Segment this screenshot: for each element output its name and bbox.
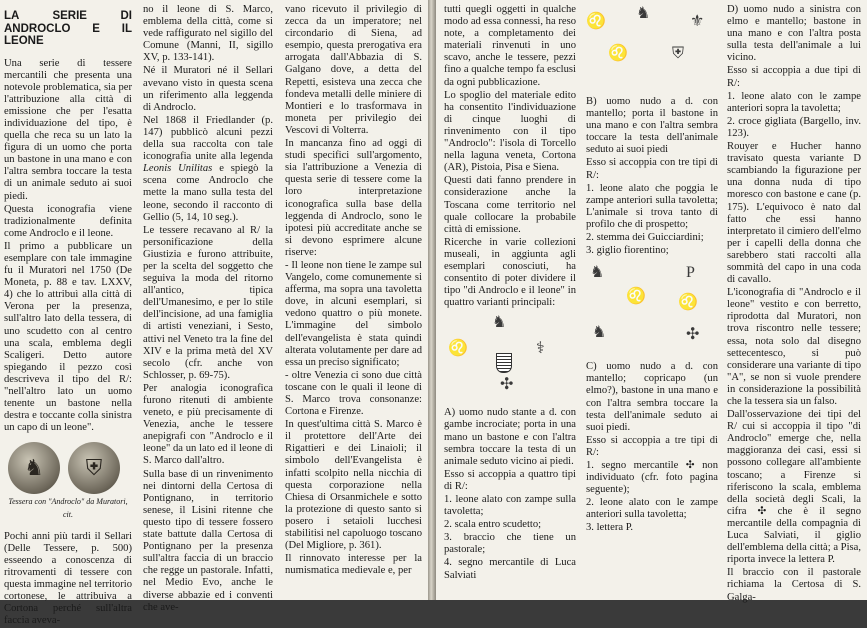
crozier-arm-icon: ⚕ (536, 340, 545, 358)
lion-icon: ♌ (678, 294, 698, 312)
paragraph: Lo spoglio del materiale edito ha consentito l'individuazione di cinque luoghi di rinvenimento con il tipo "Androclo": l'isola di Torcello nella laguna veneta, Cortona (AR), Pistoia, Pisa e Siena. (444, 89, 576, 174)
paragraph: D) uomo nudo a sinistra con elmo e mantello; bastone in una mano e con l'altra posta sulla testa dell'animale a lui vicino. (727, 4, 861, 64)
section-title: LA SERIE DI ANDROCLO E IL LEONE (4, 10, 132, 47)
coin-obverse-image: ♞ (8, 442, 60, 494)
variant-a-diagram (444, 313, 576, 403)
paragraph: Il braccio con il pastorale richiama la Certosa di S. Galga- (727, 567, 861, 603)
paragraph: B) uomo nudo a d. con mantello; porta il bastone in una mano e con l'altra sembra toccare la testa dell'animale seduto ai suoi piedi (586, 96, 718, 156)
paragraph: Né il Muratori né il Sellari avevano visto in questa scena un riferimento alla leggenda di Androclo. (143, 65, 273, 113)
androclo-figure-icon: ♞ (492, 314, 507, 332)
paragraph: Una serie di tessere mercantili che presenta una notevole problematica, sia per l'attribuzione alla città di emissione che per l'esatta individuazione del tipo, è quella che reca su un lato la figura di un uomo che porta un bastone in una mano e con l'altra sembra toccare la testa di un animale seduto ai suoi piedi. (4, 57, 132, 202)
paragraph: Questi dati fanno prendere in considerazione anche la Toscana come territorio nel quale collocare la probabile città di emissione. (444, 175, 576, 235)
book-gutter (428, 0, 436, 600)
paragraph (143, 115, 273, 224)
paragraph: - oltre Venezia ci sono due città toscane con le quali il leone di S. Marco trova consonanze: Cortona e Firenze. (285, 369, 422, 418)
paragraph: Esso si accoppia a tre tipi di R/: (586, 434, 718, 458)
list-item: 1. segno mercantile ✣ non individuato (cfr. foto pagina seguente); (586, 459, 718, 496)
paragraph: Per analogia iconografica furono ritenuti di ambiente veneto, e più precisamente di Venezia, anche le tessere anepigrafi con "Androclo e il leone" da un lato ed il leone di S. Marco dall'altro. (143, 382, 273, 467)
paragraph: vano ricevuto il privilegio di zecca da un imperatore; nel circondario di Siena, ad esempio, questa prerogativa era arrogata dall'Abbazia di S. Galgano dove, a detta del Repetti, esisteva una zecca che fondeva metalli delle miniere di Montieri e lo trasformava in moneta per privilegio dei Vescovi di Volterra. (285, 4, 422, 136)
list-item: 1. leone alato con zampe sulla tavoletta; (444, 494, 576, 518)
paragraph: Esso si accoppia con tre tipi di R/: (586, 157, 718, 181)
paragraph: In mancanza fino ad oggi di studi specifici sull'argomento, sia l'attribuzione a Venezia di questa serie di tessere come la loro interpretazione iconografica sulla base della leggenda di Androclo, sono le ipotesi più accreditate anche se si devono esprimere alcune riserve: (285, 138, 422, 258)
list-item: 4. segno mercantile di Luca Salviati (444, 557, 576, 581)
list-item: 1. leone alato che poggia le zampe anteriori sulla tavoletta; L'animale si trova tanto di profilo che di prospetto; (586, 182, 718, 230)
lion-icon: ♌ (626, 288, 646, 306)
paragraph: Il rinnovato interesse per la numismatica medievale e, per (285, 553, 422, 577)
lion-icon: ♌ (586, 13, 606, 30)
list-item: 2. stemma dei Guicciardini; (586, 232, 704, 244)
coin-reverse-image: ⛨ (68, 442, 120, 494)
fleur-de-lis-icon: ⚜ (690, 13, 705, 30)
paragraph: Sulla base di un rinvenimento nei dintorni della Certosa di Pontignano, in territorio senese, il Lisini ritenne che questo tipo di tessere fossero state battute dalla Certosa di Pontignano per la presenza sull'altra faccia di un braccio che regge un pastorale. Infatti, nel Medio Evo, anche le diverse abbazie ed i conventi che ave- (143, 468, 273, 613)
text-span: e spiegò la scena come Androclo che mette la mano sulla testa del leone, secondo il racconto di Gellio (5, 14, 10 seg.). (143, 163, 273, 223)
paragraph: Il primo a pubblicare un esemplare con tale immagine fu il Muratori nel 1750 (De Moneta, p. 88 e tav. LXXV, 4) che lo attribuì alla città di Verona per la presenza, sull'altro lato della tessera, di uno scudetto con al centro una scala, emblema degli Scaligeri. Detto autore spiegando il pezzo così descriveva il tipo del R/: "nell'altro lato un uomo tenente un bastone nella destra e toccante colla sinistra un capo di un leone". (4, 240, 132, 434)
lion-icon: ♌ (608, 45, 628, 62)
paragraph: Esso si accoppia a due tipi di R/: (727, 65, 861, 89)
left-column-2 (143, 4, 273, 615)
right-column-2 (586, 4, 718, 536)
paragraph: - Il leone non tiene le zampe sul Vangelo, come comunemente si afferma, ma sopra una tavoletta dove, in alcuni esemplari, si vedono quattro o più monete. L'immagine del simbolo dell'evangelista è stata quindi alterata volutamente per dare ad essa un preciso significato; (285, 259, 422, 368)
crest-icon: ⛨ (672, 45, 685, 62)
right-column-1 (444, 4, 576, 583)
figure-caption: Tessera con "Androclo" da Muratori, cit. (8, 497, 128, 519)
variant-b-diagram (586, 5, 718, 92)
list-item: 3. braccio che tiene un pastorale; (444, 532, 576, 556)
coin-figure (8, 442, 132, 494)
list-item: 2. leone alato con le zampe anteriori sulla tavoletta; (586, 497, 718, 521)
paragraph: tutti quegli oggetti in qualche modo ad essa connessi, ha reso note, a completamento dei materiali rinvenuti in uno scavo, anche le tessere, pezzi fino a qualche tempo fa esclusi da ogni pubblicazione. (444, 4, 576, 88)
paragraph: no il leone di S. Marco, emblema della città, come si vede raffigurato nel sigillo del Comune (Manni, II, sigillo XV, p. 133-141). (143, 4, 273, 64)
list-item: 3. lettera P. (586, 522, 634, 534)
ladder-shield-icon (496, 353, 512, 373)
list-item: 1. leone alato con le zampe anteriori sopra la tavoletta; (727, 90, 861, 114)
paragraph: Rouyer e Hucher hanno travisato questa variante D scambiando la figurazione per una donna nuda di tipo moresco con bastone e cane (p. 175). L'equivoco è nato dal fatto che essi hanno interpretato il cimiero dell'elmo per i capelli della donna che sarebbero stati raccolti alla sommità del capo in una coda di cavallo. (727, 141, 861, 286)
list-item: 2. croce gigliata (Bargello, inv. 123). (727, 115, 861, 139)
lion-icon: ♌ (448, 340, 468, 358)
list-item: 2. scala entro scudetto; (444, 519, 542, 531)
text-span: Nel 1868 il Friedlander (p. 147) pubblicò alcuni pezzi della sua raccolta con tale iconografia unite alla legenda (143, 114, 273, 163)
paragraph: C) uomo nudo a d. con mantello; copricapo (un elmo?), bastone in una mano e con l'altra sembra toccare la testa dell'animale seduto ai suoi piedi. (586, 361, 718, 433)
variant-c-diagram (586, 261, 718, 357)
androclo-figure-icon: ♞ (590, 264, 605, 282)
paragraph: Esso si accoppia a quattro tipi di R/: (444, 468, 576, 492)
paragraph: L'iconografia di "Androclo e il leone" vestito e con berretto, riprodotta dal Muratori, non trova riscontro nelle tessere; essa, nota solo dal disegno settecentesco, si può considerare una variante di tipo "A", se non si vuole prendere in considerazione la possibilità che la tessera sia un falso. (727, 287, 861, 407)
legend-text: Leonis Unilitas (143, 163, 213, 175)
androclo-figure-icon: ♞ (636, 5, 651, 22)
merchant-mark-icon: ✣ (500, 376, 514, 394)
paragraph: Le tessere recavano al R/ la personificazione della Giustizia e furono attribuite, per la scelta del soggetto che seguiva la moda del ritorno all'antico, tipica dell'Umanesimo, e per lo stile dell'incisione, ad una famiglia di artisti veneziani, i Sesto, attivi nel Veneto tra la fine del XIV e la prima metà del XV secolo (cfr. anche von Schlosser, p. 69-75). (143, 224, 273, 381)
paragraph: A) uomo nudo stante a d. con gambe incrociate; porta in una mano un bastone e con l'altra sembra toccare la testa di un animale seduto vicino ai piedi. (444, 407, 576, 467)
paragraph: In quest'ultima città S. Marco è il protettore dell'Arte dei Rigattieri e dei Linaioli; il simbolo dell'Evangelista è infatti scolpito nella nicchia di questa corporazione nella Chiesa di Orsanmichele e sotto la protezione di questo santo si posero i setaioli lucchesi stabilitisi nel capoluogo toscano (Del Migliore, p. 361). (285, 419, 422, 552)
list-item: 3. giglio fiorentino; (586, 245, 669, 257)
left-column-3 (285, 4, 422, 578)
androclo-figure-icon: ♞ (592, 324, 607, 342)
right-page (436, 0, 867, 603)
left-column-1 (4, 4, 132, 628)
left-page (0, 0, 428, 627)
paragraph: Questa iconografia viene tradizionalmente definita come Androclo e il leone. (4, 203, 132, 239)
paragraph: Dall'osservazione dei tipi del R/ cui si accoppia il tipo "di Androclo" emerge che, nella maggioranza dei casi, essi si possono collegare all'ambiente toscano; a Firenze si riferiscono la scala, emblema della società degli Scali, la cifra ✣ che è il segno mercantile della compagnia di Luca Salviati, il giglio dell'emblema della città; a Pisa, riporta invece la lettera P. (727, 409, 861, 566)
paragraph: Ricerche in varie collezioni museali, in aggiunta agli esemplari conosciuti, ha consentito di poter dividere il tipo "di Androclo e il leone" in quattro varianti principali: (444, 236, 576, 309)
merchant-mark-icon: ✣ (686, 326, 700, 344)
right-column-3 (727, 4, 861, 605)
letter-p-icon: P (686, 264, 695, 282)
paragraph: Pochi anni più tardi il Sellari (Delle Tessere, p. 500) esseendo a conoscenza di ritrovamenti di tessere con questa immagine nel territorio cortonese, le attribuiva a Cortona perché sull'altra faccia aveva- (4, 530, 132, 627)
